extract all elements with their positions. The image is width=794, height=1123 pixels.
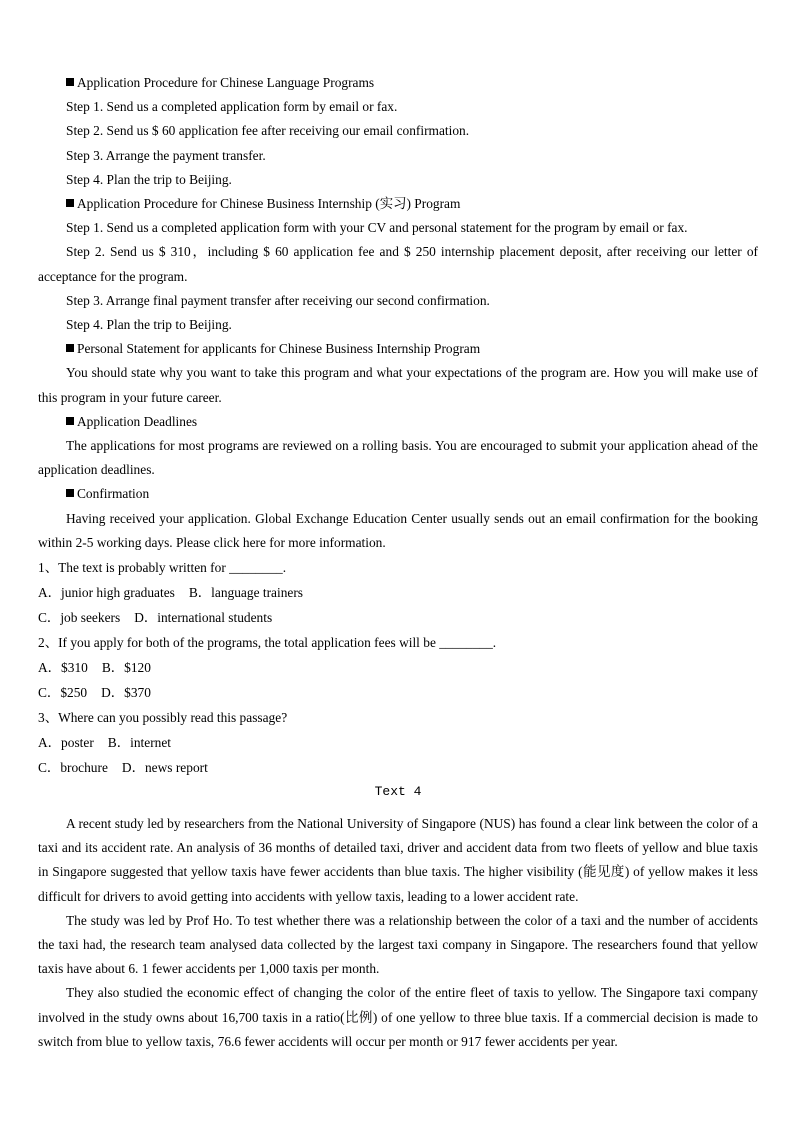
internship-step-4: Step 4. Plan the trip to Beijing. [66, 317, 232, 333]
text4-paragraph-2: The study was led by Prof Ho. To test whether there was a relationship between the color of a taxi and the number of accidents the taxi had, the research team analysed data collected by the largest taxi company in Singapore. The researchers found that yellow taxis have about 6. 1 fewer accidents per 1,000 taxis per month. [38, 912, 758, 977]
language-step-3: Step 3. Arrange the payment transfer. [66, 147, 266, 163]
option-b[interactable]: B．internet [107, 735, 172, 751]
square-bullet-icon [66, 199, 74, 207]
confirmation-body: Having received your application. Global Exchange Education Center usually sends out an email confirmation for the booking within 2-5 working days. Please click here for more information. [38, 510, 758, 550]
square-bullet-icon [66, 78, 74, 86]
personal-statement-body: You should state why you want to take this program and what your expectations of the program are. How you will make use of this program in your future career. [38, 365, 758, 405]
question-2 [38, 630, 758, 705]
option-c[interactable]: C．job seekers [38, 610, 121, 626]
question-stem: 3、Where can you possibly read this passage? [38, 710, 288, 726]
option-c[interactable]: C．brochure [38, 760, 108, 776]
text4-paragraph-3: They also studied the economic effect of changing the color of the entire fleet of taxis to yellow. The Singapore taxi company involved in the study owns about 16,700 taxis in a ratio(比例) of one yellow to three blue taxis. If a commercial decision is made to switch from blue to yellow taxis, 76.6 fewer accidents will occur per month or 917 fewer accidents per year. [38, 985, 758, 1049]
section-heading-personal-statement: Personal Statement for applicants for Chinese Business Internship Program [38, 337, 758, 361]
document-page [38, 71, 758, 1054]
section-heading-internship-program: Application Procedure for Chinese Business Internship (实习) Program [38, 192, 758, 216]
internship-step-3: Step 3. Arrange final payment transfer after receiving our second confirmation. [66, 292, 490, 308]
option-d[interactable]: D．news report [121, 760, 208, 776]
square-bullet-icon [66, 489, 74, 497]
option-b[interactable]: B．language trainers [188, 585, 304, 601]
option-c[interactable]: C．$250 [38, 685, 88, 701]
text4-title: Text 4 [374, 784, 422, 800]
option-a[interactable]: A．junior high graduates [38, 585, 175, 601]
question-3 [38, 705, 758, 780]
question-stem: 2、If you apply for both of the programs, the total application fees will be ________. [38, 635, 497, 651]
question-stem: 1、The text is probably written for ________. [38, 560, 287, 576]
square-bullet-icon [66, 344, 74, 352]
option-d[interactable]: D．international students [134, 610, 273, 626]
language-step-4: Step 4. Plan the trip to Beijing. [66, 171, 232, 187]
question-1 [38, 555, 758, 630]
square-bullet-icon [66, 417, 74, 425]
option-d[interactable]: D．$370 [101, 685, 151, 701]
internship-step-2: Step 2. Send us $ 310，including $ 60 application fee and $ 250 internship placement deposit, after receiving our letter of acceptance for the program. [38, 244, 758, 284]
internship-step-1: Step 1. Send us a completed application form with your CV and personal statement for the program by email or fax. [66, 220, 688, 236]
section-heading-deadlines: Application Deadlines [38, 410, 758, 434]
section-heading-confirmation: Confirmation [38, 482, 758, 506]
section-heading-language-programs: Application Procedure for Chinese Language Programs [38, 71, 758, 95]
option-b[interactable]: B．$120 [101, 660, 151, 676]
option-a[interactable]: A．poster [38, 735, 94, 751]
language-step-2: Step 2. Send us $ 60 application fee after receiving our email confirmation. [66, 123, 470, 139]
deadlines-body: The applications for most programs are reviewed on a rolling basis. You are encouraged to submit your application ahead of the application deadlines. [38, 438, 758, 478]
text4-paragraph-1: A recent study led by researchers from the National University of Singapore (NUS) has found a clear link between the color of a taxi and its accident rate. An analysis of 36 months of detailed taxi, driver and accident data from two fleets of yellow and blue taxis in Singapore suggested that yellow taxis have fewer accidents than blue taxis. The higher visibility (能见度) of yellow makes it less difficult for drivers to avoid getting into accidents with yellow taxis, leading to a lower accident rate. [38, 816, 758, 904]
option-a[interactable]: A．$310 [38, 660, 88, 676]
language-step-1: Step 1. Send us a completed application form by email or fax. [66, 99, 398, 115]
